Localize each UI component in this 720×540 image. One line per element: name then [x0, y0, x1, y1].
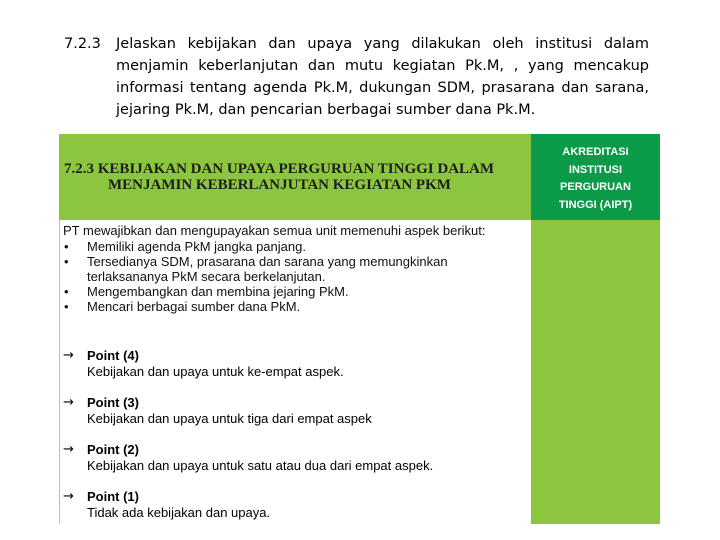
question-number: 7.2.3	[64, 36, 101, 52]
list-item	[63, 254, 525, 284]
aspect-list	[63, 239, 525, 314]
list-item	[63, 299, 525, 314]
point-item	[63, 489, 525, 521]
point-body	[87, 348, 525, 380]
point-item	[63, 395, 525, 427]
slide-title-line-1: 7.2.3 KEBIJAKAN DAN UPAYA PERGURUAN TINGGI DALAM	[64, 161, 495, 177]
question-block	[64, 33, 649, 121]
slide-title-line-2: MENJAMIN KEBERLANJUTAN KEGIATAN PKM	[108, 177, 451, 193]
right-arrow-icon: →	[63, 442, 74, 457]
lead-text: PT mewajibkan dan mengupayakan semua unit memenuhi aspek berikut:	[63, 223, 486, 238]
right-arrow-icon: →	[63, 348, 74, 363]
list-item-text: Mengembangkan dan membina jejaring PkM.	[87, 284, 349, 299]
point-title: Point (4)	[87, 348, 139, 363]
point-item	[63, 348, 525, 380]
point-item	[63, 442, 525, 474]
bullet-icon: •	[64, 239, 69, 254]
aipt-badge-line: AKREDITASI	[562, 146, 629, 158]
slide-image	[59, 134, 660, 524]
point-title: Point (3)	[87, 395, 139, 410]
right-arrow-icon: →	[63, 489, 74, 504]
left-border	[59, 220, 60, 524]
right-green-column	[531, 220, 660, 524]
slide-content	[63, 223, 525, 314]
point-title: Point (2)	[87, 442, 139, 457]
aipt-badge-line: INSTITUSI	[568, 163, 623, 176]
right-arrow-icon: →	[63, 395, 74, 410]
slide-header	[59, 134, 531, 220]
point-title: Point (1)	[87, 489, 139, 504]
list-item-text: Mencari berbagai sumber dana PkM.	[87, 299, 301, 314]
aipt-badge-line: TINGGI (AIPT)	[558, 198, 633, 211]
aipt-badge	[531, 134, 660, 220]
question-text: Jelaskan kebijakan dan upaya yang dilakukan oleh institusi dalam menjamin keberlanjutan dan mutu kegiatan Pk.M, , yang mencakup informasi tentang agenda Pk.M, dukungan SDM, prasarana dan sarana, jejaring Pk.M, dan pencarian berbagai sumber dana Pk.M.	[116, 36, 649, 118]
point-desc: Kebijakan dan upaya untuk tiga dari empat aspek	[87, 411, 372, 426]
list-item-text: Tersedianya SDM, prasarana dan sarana yang memungkinkan terlaksananya PkM secara berkelanjutan.	[87, 254, 448, 284]
point-desc: Tidak ada kebijakan dan upaya.	[87, 505, 271, 520]
list-item	[63, 239, 525, 254]
aipt-badge-label	[531, 144, 660, 214]
point-desc: Kebijakan dan upaya untuk satu atau dua dari empat aspek.	[87, 458, 434, 473]
point-body	[87, 395, 525, 427]
point-body	[87, 442, 525, 474]
point-body	[87, 489, 525, 521]
aipt-badge-line: PERGURUAN	[560, 181, 631, 193]
slide-title	[64, 161, 526, 193]
point-desc: Kebijakan dan upaya untuk ke-empat aspek.	[87, 364, 344, 379]
bullet-icon: •	[64, 284, 69, 299]
bullet-icon: •	[64, 254, 69, 269]
bullet-icon: •	[64, 299, 69, 314]
list-item-text: Memiliki agenda PkM jangka panjang.	[87, 239, 306, 254]
list-item	[63, 284, 525, 299]
